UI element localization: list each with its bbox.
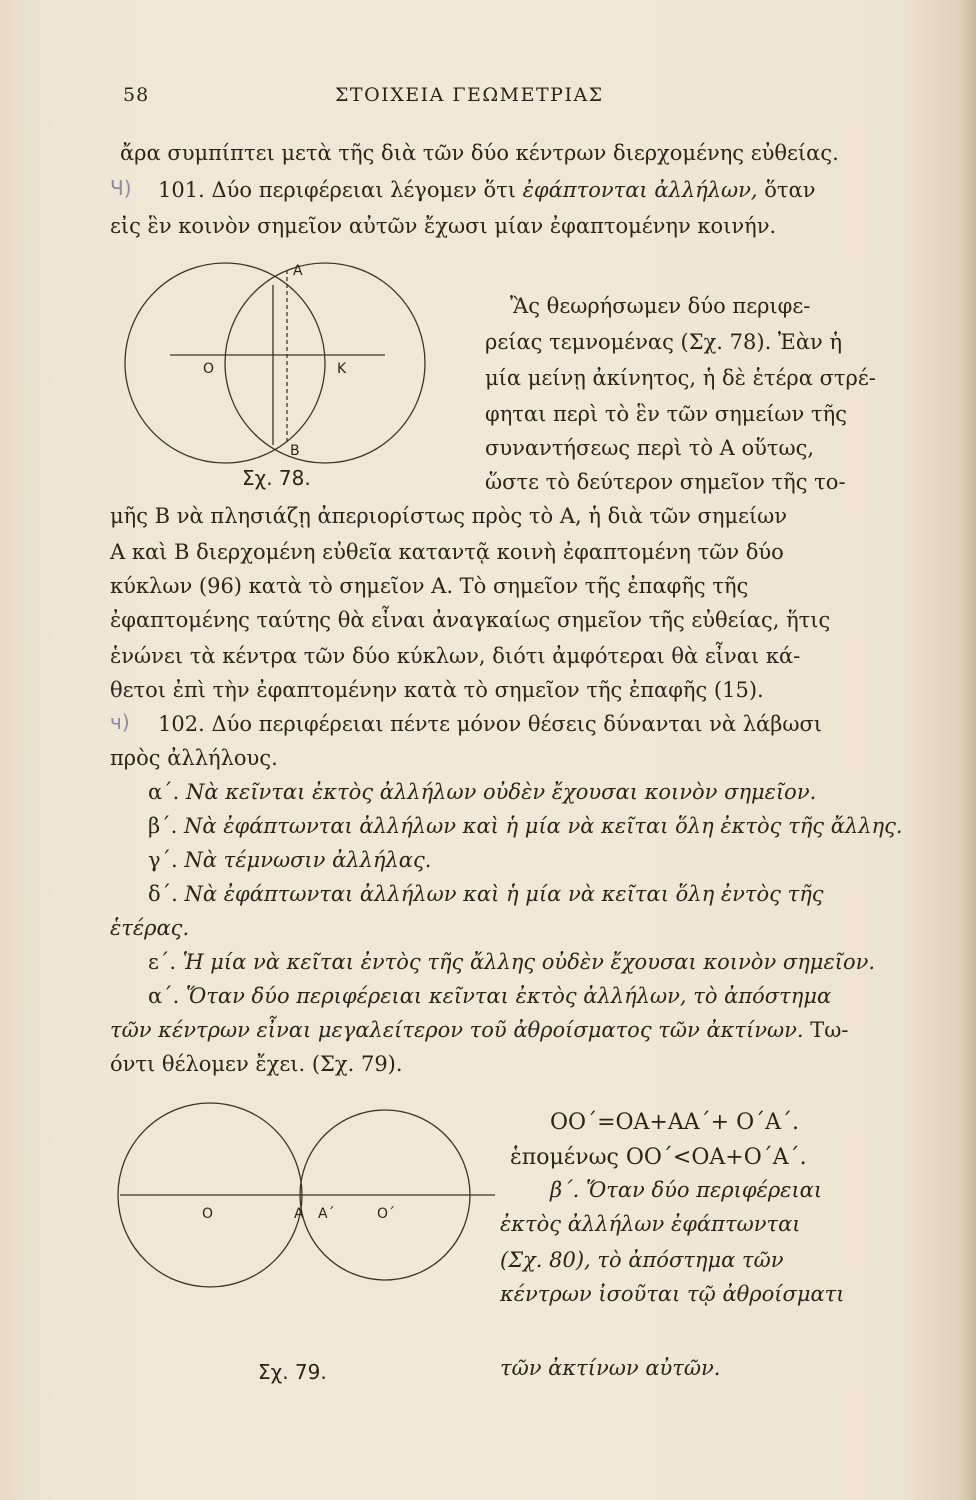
label-o: O	[202, 1206, 214, 1222]
case-item: ε΄. Ἡ μία νὰ κεῖται ἐντὸς τῆς ἄλλης οὐδὲν ἔχουσαι κοινὸν σημεῖον.	[148, 950, 876, 974]
case-item: α΄. Νὰ κεῖνται ἐκτὸς ἀλλήλων οὐδὲν ἔχουσαι κοινὸν σημεῖον.	[148, 780, 817, 804]
text-line: θετοι ἐπὶ τὴν ἐφαπτομένην κατὰ τὸ σημεῖον τῆς ἐπαφῆς (15).	[110, 678, 764, 702]
text-line: ἐφαπτομένης ταύτης θὰ εἶναι ἀναγκαίως σημεῖον τῆς εὐθείας, ἥτις	[110, 608, 831, 632]
para-number: 101.	[158, 178, 205, 202]
para-alpha-line: α΄. Ὅταν δύο περιφέρειαι κεῖνται ἐκτὸς ἀλλήλων, τὸ ἀπόστημα	[148, 984, 832, 1008]
text-line: εἰς ἓν κοινὸν σημεῖον αὐτῶν ἔχωσι μίαν ἐφαπτομένην κοινήν.	[110, 214, 777, 238]
case-item-cont: ἑτέρας.	[110, 916, 190, 940]
case-item: β΄. Νὰ ἐφάπτωνται ἀλλήλων καὶ ἡ μία νὰ κεῖται ὅλη ἐκτὸς τῆς ἄλλης.	[148, 814, 903, 838]
emphasis-term: ἐφάπτονται ἀλλήλων,	[522, 178, 758, 202]
text-line: συναντήσεως περὶ τὸ Α οὕτως,	[485, 436, 815, 460]
text-line: ἄρα συμπίπτει μετὰ τῆς διὰ τῶν δύο κέντρων διερχομένης εὐθείας.	[120, 141, 839, 165]
margin-annotation: Ч)	[110, 176, 132, 200]
running-title: ΣΤΟΙΧΕΙΑ ΓΕΩΜΕΤΡΙΑΣ	[335, 84, 604, 106]
margin-annotation: ч)	[110, 710, 130, 734]
figure-78-caption: Σχ. 78.	[242, 466, 311, 490]
text-line: (Σχ. 80), τὸ ἀπόστημα τῶν	[500, 1248, 784, 1272]
text-line: ὥστε τὸ δεύτερον σημεῖον τῆς το-	[485, 470, 846, 494]
label-k: K	[337, 361, 347, 377]
figure-79	[100, 1100, 500, 1290]
label-a: A	[294, 1206, 304, 1222]
label-o: O	[203, 361, 215, 377]
text-line: ἑνώνει τὰ κέντρα τῶν δύο κύκλων, διότι ἀμφότεραι θὰ εἶναι κά-	[110, 644, 801, 668]
figure-79-caption: Σχ. 79.	[258, 1360, 327, 1384]
text-line: μία μείνῃ ἀκίνητος, ἡ δὲ ἑτέρα στρέ-	[485, 366, 876, 390]
text-line: φηται περὶ τὸ ἓν τῶν σημείων τῆς	[485, 402, 847, 426]
text-line: όντι θέλομεν ἔχει. (Σχ. 79).	[110, 1052, 403, 1076]
label-a-prime: A΄	[318, 1206, 335, 1222]
para-alpha-line: τῶν κέντρων εἶναι μεγαλείτερον τοῦ ἀθροίσματος τῶν ἀκτίνων. Τω-	[110, 1018, 849, 1042]
label-o-prime: O΄	[377, 1206, 396, 1222]
text-line: κύκλων (96) κατὰ τὸ σημεῖον Α. Τὸ σημεῖον τῆς ἐπαφῆς τῆς	[110, 574, 749, 598]
text-line: πρὸς ἀλλήλους.	[110, 746, 278, 770]
case-item: δ΄. Νὰ ἐφάπτωνται ἀλλήλων καὶ ἡ μία νὰ κεῖται ὅλη ἐντὸς τῆς	[148, 882, 824, 906]
text-line: τῶν ἀκτίνων αὐτῶν.	[500, 1356, 721, 1380]
text-line: Ἂς θεωρήσωμεν δύο περιφε-	[510, 294, 811, 318]
text-line: Α καὶ Β διερχομένη εὐθεῖα καταντᾷ κοινὴ ἐφαπτομένη τῶν δύο	[110, 540, 784, 564]
equation: ἑπομένως OO΄<OA+O΄A΄.	[510, 1145, 807, 1170]
label-b: B	[290, 443, 300, 459]
para-101-line: 101. Δύο περιφέρειαι λέγομεν ὅτι ἐφάπτονται ἀλλήλων, ὅταν	[158, 178, 816, 202]
label-a: A	[293, 263, 303, 279]
text-line: ρείας τεμνομένας (Σχ. 78). Ἐὰν ἡ	[485, 330, 843, 354]
equation: OO΄=OA+AA΄+ O΄A΄.	[550, 1110, 799, 1135]
text-line: ἐκτὸς ἀλλήλων ἐφάπτωνται	[500, 1212, 801, 1236]
text-line: κέντρων ἰσοῦται τῷ ἀθροίσματι	[500, 1282, 845, 1306]
text-line: μῆς Β νὰ πλησιάζῃ ἀπεριορίστως πρὸς τὸ Α, ἡ διὰ τῶν σημείων	[110, 504, 788, 528]
para-number: 102.	[158, 712, 205, 736]
page-number: 58	[123, 84, 150, 106]
text-line: β΄. Ὅταν δύο περιφέρειαι	[550, 1178, 823, 1202]
page-edge	[962, 0, 976, 1500]
para-102-line: 102. Δύο περιφέρειαι πέντε μόνον θέσεις δύνανται νὰ λάβωσι	[158, 712, 823, 736]
case-item: γ΄. Νὰ τέμνωσιν ἀλλήλας.	[148, 848, 432, 872]
